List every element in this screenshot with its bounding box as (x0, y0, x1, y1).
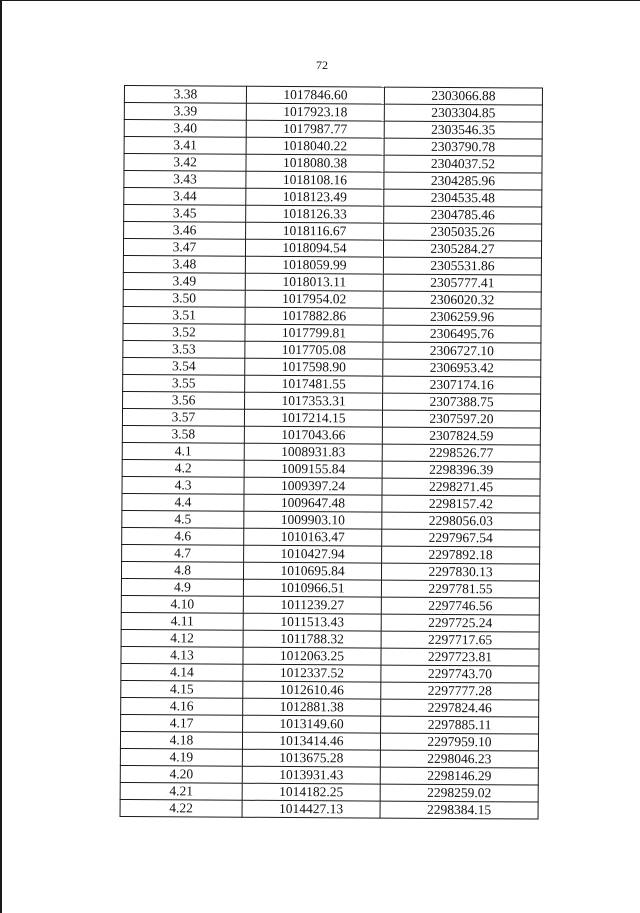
y-coordinate-cell: 2298046.23 (380, 750, 538, 768)
x-coordinate-cell: 1017353.31 (245, 392, 383, 410)
table-row (123, 306, 541, 326)
x-coordinate-cell: 1017923.18 (246, 103, 384, 121)
table-row (122, 459, 540, 479)
point-id-cell: 4.11 (121, 612, 243, 630)
y-coordinate-cell: 2297743.70 (381, 665, 539, 683)
table-row (124, 86, 542, 106)
x-coordinate-cell: 1009647.48 (244, 494, 382, 512)
y-coordinate-cell: 2298056.03 (382, 512, 540, 530)
x-coordinate-cell: 1017705.08 (245, 341, 383, 359)
y-coordinate-cell: 2307597.20 (382, 410, 540, 428)
point-id-cell: 4.9 (121, 578, 243, 596)
x-coordinate-cell: 1018059.99 (245, 256, 383, 274)
table-row (122, 544, 540, 564)
table-row (121, 561, 539, 581)
x-coordinate-cell: 1018080.38 (246, 154, 384, 172)
table-row (121, 663, 539, 683)
x-coordinate-cell: 1010427.94 (244, 545, 382, 563)
y-coordinate-cell: 2298146.29 (380, 767, 538, 785)
x-coordinate-cell: 1018126.33 (246, 205, 384, 223)
y-coordinate-cell: 2297717.65 (381, 631, 539, 649)
y-coordinate-cell: 2303304.85 (384, 104, 542, 122)
x-coordinate-cell: 1011239.27 (243, 596, 381, 614)
y-coordinate-cell: 2303066.88 (384, 87, 542, 105)
x-coordinate-cell: 1013675.28 (242, 749, 380, 767)
x-coordinate-cell: 1018123.49 (246, 188, 384, 206)
x-coordinate-cell: 1012881.38 (243, 698, 381, 716)
table-row (124, 188, 542, 208)
y-coordinate-cell: 2298384.15 (380, 801, 538, 819)
point-id-cell: 4.21 (120, 782, 242, 800)
point-id-cell: 3.55 (123, 374, 245, 392)
table-row (122, 425, 540, 445)
y-coordinate-cell: 2298526.77 (382, 444, 540, 462)
x-coordinate-cell: 1014427.13 (242, 800, 380, 818)
table-row (120, 799, 538, 819)
point-id-cell: 4.7 (122, 544, 244, 562)
y-coordinate-cell: 2298271.45 (382, 478, 540, 496)
point-id-cell: 3.57 (122, 408, 244, 426)
y-coordinate-cell: 2305531.86 (383, 257, 541, 275)
x-coordinate-cell: 1011513.43 (243, 613, 381, 631)
x-coordinate-cell: 1014182.25 (242, 783, 380, 801)
table-row (124, 205, 542, 225)
table-row (121, 595, 539, 615)
x-coordinate-cell: 1012063.25 (243, 647, 381, 665)
x-coordinate-cell: 1017882.86 (245, 307, 383, 325)
y-coordinate-cell: 2297959.10 (380, 733, 538, 751)
point-id-cell: 3.49 (123, 272, 245, 290)
table-row (121, 629, 539, 649)
y-coordinate-cell: 2304785.46 (384, 206, 542, 224)
y-coordinate-cell: 2298157.42 (382, 495, 540, 513)
point-id-cell: 3.39 (124, 103, 246, 121)
y-coordinate-cell: 2298259.02 (380, 784, 538, 802)
x-coordinate-cell: 1010966.51 (243, 579, 381, 597)
x-coordinate-cell: 1009903.10 (244, 511, 382, 529)
x-coordinate-cell: 1018116.67 (246, 222, 384, 240)
x-coordinate-cell: 1010695.84 (243, 562, 381, 580)
x-coordinate-cell: 1018108.16 (246, 171, 384, 189)
y-coordinate-cell: 2297725.24 (381, 614, 539, 632)
point-id-cell: 3.44 (124, 188, 246, 206)
y-coordinate-cell: 2306495.76 (383, 325, 541, 343)
y-coordinate-cell: 2305284.27 (383, 240, 541, 258)
point-id-cell: 3.54 (123, 357, 245, 375)
x-coordinate-cell: 1013931.43 (242, 766, 380, 784)
point-id-cell: 3.45 (124, 205, 246, 223)
y-coordinate-cell: 2307824.59 (382, 427, 540, 445)
table-row (121, 646, 539, 666)
y-coordinate-cell: 2297824.46 (381, 699, 539, 717)
point-id-cell: 4.16 (121, 697, 243, 715)
point-id-cell: 3.50 (123, 289, 245, 307)
table-row (121, 680, 539, 700)
point-id-cell: 4.18 (120, 731, 242, 749)
point-id-cell: 4.3 (122, 476, 244, 494)
point-id-cell: 4.10 (121, 595, 243, 613)
point-id-cell: 3.56 (123, 391, 245, 409)
y-coordinate-cell: 2307388.75 (383, 393, 541, 411)
y-coordinate-cell: 2297885.11 (381, 716, 539, 734)
y-coordinate-cell: 2303790.78 (384, 138, 542, 156)
point-id-cell: 4.4 (122, 493, 244, 511)
point-id-cell: 4.17 (121, 714, 243, 732)
table-row (122, 493, 540, 513)
point-id-cell: 4.8 (121, 561, 243, 579)
point-id-cell: 3.53 (123, 340, 245, 358)
y-coordinate-cell: 2304535.48 (384, 189, 542, 207)
table-row (124, 171, 542, 191)
x-coordinate-cell: 1009155.84 (244, 460, 382, 478)
y-coordinate-cell: 2297830.13 (381, 563, 539, 581)
page-number: 72 (316, 58, 328, 72)
point-id-cell: 4.15 (121, 680, 243, 698)
table-row (123, 374, 541, 394)
table-row (123, 391, 541, 411)
x-coordinate-cell: 1013414.46 (242, 732, 380, 750)
point-id-cell: 4.2 (122, 459, 244, 477)
y-coordinate-cell: 2306020.32 (383, 291, 541, 309)
coordinate-table (120, 85, 543, 820)
table-row (123, 272, 541, 292)
point-id-cell: 3.58 (122, 425, 244, 443)
y-coordinate-cell: 2303546.35 (384, 121, 542, 139)
point-id-cell: 4.14 (121, 663, 243, 681)
table-row (124, 137, 542, 157)
y-coordinate-cell: 2305035.26 (384, 223, 542, 241)
x-coordinate-cell: 1017987.77 (246, 120, 384, 138)
x-coordinate-cell: 1018094.54 (245, 239, 383, 257)
point-id-cell: 4.19 (120, 748, 242, 766)
point-id-cell: 4.22 (120, 799, 242, 817)
x-coordinate-cell: 1013149.60 (243, 715, 381, 733)
x-coordinate-cell: 1008931.83 (244, 443, 382, 461)
x-coordinate-cell: 1010163.47 (244, 528, 382, 546)
point-id-cell: 4.13 (121, 646, 243, 664)
y-coordinate-cell: 2305777.41 (383, 274, 541, 292)
table-row (122, 442, 540, 462)
table-row (124, 222, 542, 242)
point-id-cell: 3.46 (124, 222, 246, 240)
table-row (124, 120, 542, 140)
table-row (124, 154, 542, 174)
x-coordinate-cell: 1017799.81 (245, 324, 383, 342)
table-row (122, 408, 540, 428)
y-coordinate-cell: 2298396.39 (382, 461, 540, 479)
table-row (123, 289, 541, 309)
y-coordinate-cell: 2297967.54 (382, 529, 540, 547)
x-coordinate-cell: 1011788.32 (243, 630, 381, 648)
y-coordinate-cell: 2306259.96 (383, 308, 541, 326)
point-id-cell: 3.42 (124, 154, 246, 172)
table-row (120, 731, 538, 751)
point-id-cell: 3.43 (124, 171, 246, 189)
table-row (123, 357, 541, 377)
point-id-cell: 4.6 (122, 527, 244, 545)
y-coordinate-cell: 2297781.55 (381, 580, 539, 598)
table-row (121, 612, 539, 632)
x-coordinate-cell: 1017481.55 (245, 375, 383, 393)
table-row (120, 765, 538, 785)
x-coordinate-cell: 1017846.60 (246, 86, 384, 104)
table-row (120, 782, 538, 802)
y-coordinate-cell: 2304037.52 (384, 155, 542, 173)
y-coordinate-cell: 2306953.42 (383, 359, 541, 377)
table-row (120, 748, 538, 768)
y-coordinate-cell: 2297746.56 (381, 597, 539, 615)
table-row (123, 323, 541, 343)
x-coordinate-cell: 1017043.66 (244, 426, 382, 444)
point-id-cell: 3.47 (123, 239, 245, 257)
x-coordinate-cell: 1017954.02 (245, 290, 383, 308)
point-id-cell: 4.1 (122, 442, 244, 460)
table-row (122, 476, 540, 496)
x-coordinate-cell: 1018013.11 (245, 273, 383, 291)
point-id-cell: 4.20 (120, 765, 242, 783)
x-coordinate-cell: 1017214.15 (244, 409, 382, 427)
point-id-cell: 3.40 (124, 120, 246, 138)
table-row (123, 255, 541, 275)
y-coordinate-cell: 2304285.96 (384, 172, 542, 190)
point-id-cell: 3.38 (124, 86, 246, 104)
point-id-cell: 4.5 (122, 510, 244, 528)
table-row (124, 103, 542, 123)
table-row (121, 714, 539, 734)
x-coordinate-cell: 1018040.22 (246, 137, 384, 155)
y-coordinate-cell: 2297723.81 (381, 648, 539, 666)
point-id-cell: 3.51 (123, 306, 245, 324)
x-coordinate-cell: 1009397.24 (244, 477, 382, 495)
point-id-cell: 3.48 (123, 255, 245, 273)
point-id-cell: 3.41 (124, 137, 246, 155)
x-coordinate-cell: 1012610.46 (243, 681, 381, 699)
table-row (121, 697, 539, 717)
x-coordinate-cell: 1012337.52 (243, 664, 381, 682)
y-coordinate-cell: 2307174.16 (383, 376, 541, 394)
table-row (123, 239, 541, 259)
point-id-cell: 4.12 (121, 629, 243, 647)
point-id-cell: 3.52 (123, 323, 245, 341)
y-coordinate-cell: 2306727.10 (383, 342, 541, 360)
table-row (122, 510, 540, 530)
y-coordinate-cell: 2297777.28 (381, 682, 539, 700)
x-coordinate-cell: 1017598.90 (245, 358, 383, 376)
coordinate-table-body (120, 86, 542, 820)
table-row (123, 340, 541, 360)
table-row (121, 578, 539, 598)
table-row (122, 527, 540, 547)
y-coordinate-cell: 2297892.18 (382, 546, 540, 564)
